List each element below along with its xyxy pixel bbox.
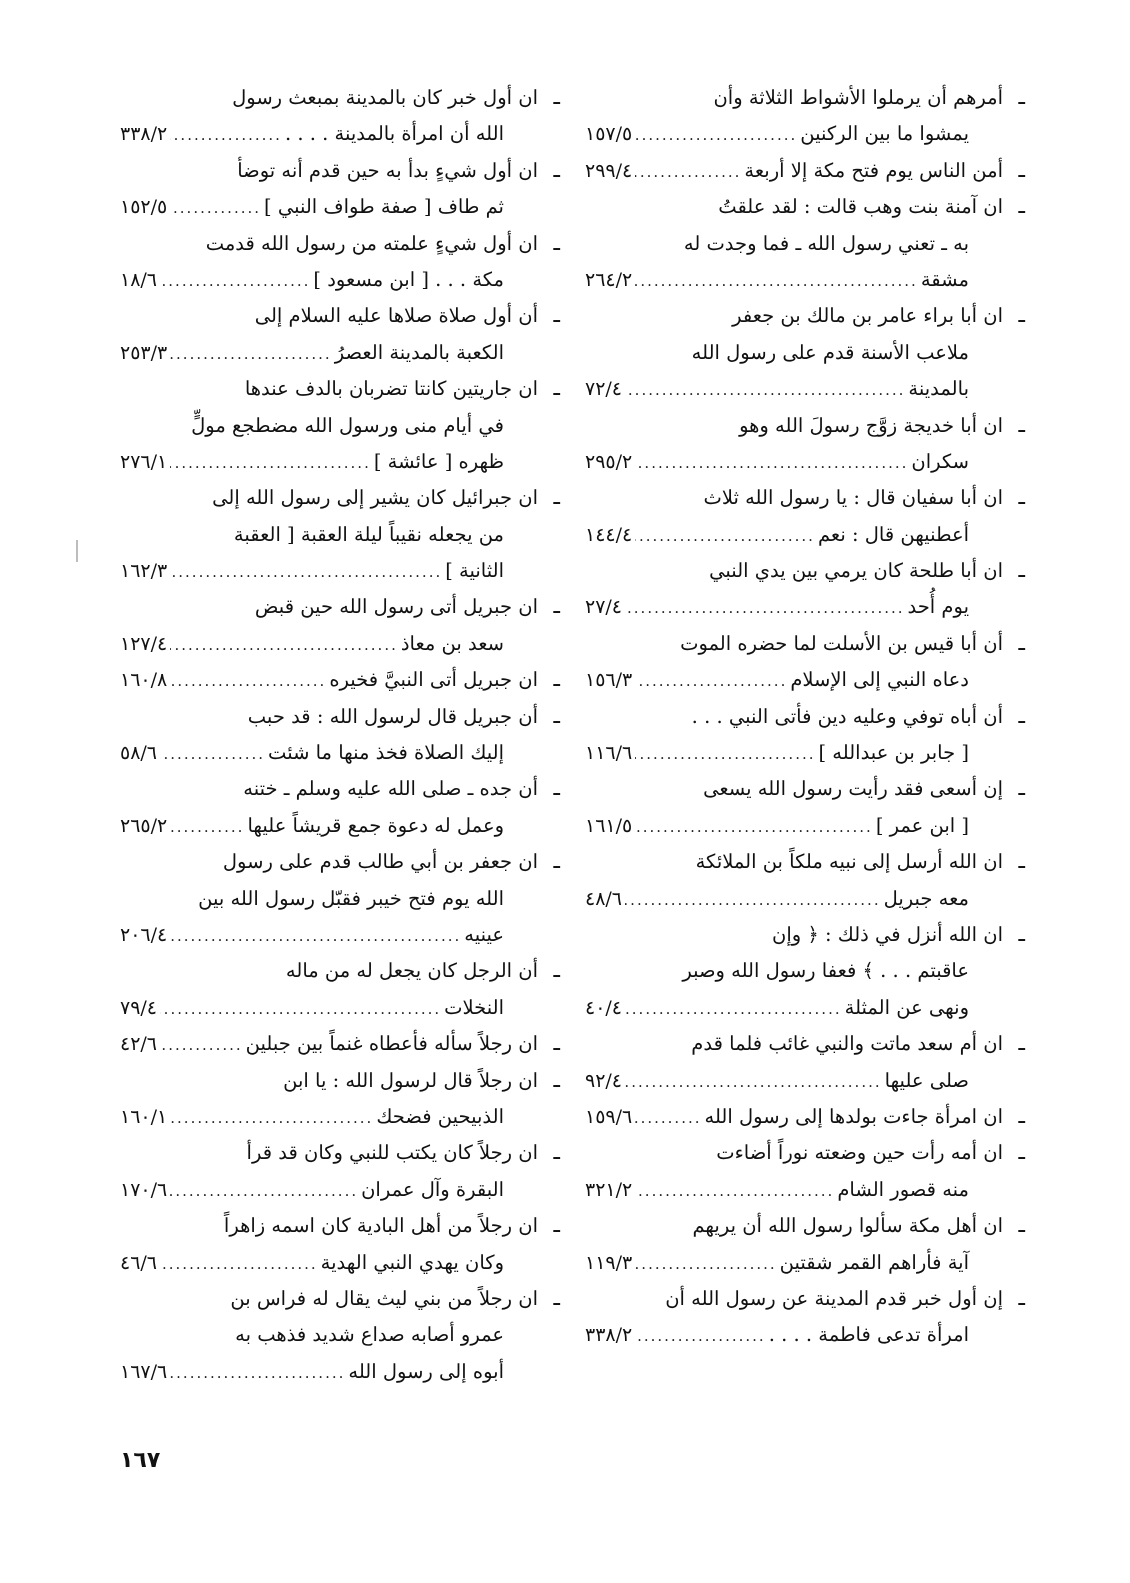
- entry-line: [585, 80, 1003, 116]
- entry-line: [120, 1172, 538, 1208]
- index-entry: [585, 1099, 1025, 1135]
- entry-line: [120, 1099, 538, 1135]
- entry-dash: ـ: [1018, 630, 1025, 656]
- entry-text: أمرهم أن يرملوا الأشواط الثلاثة وأن: [713, 86, 1003, 109]
- entry-reference: ٧٢/٤: [585, 378, 623, 401]
- entry-dash: ـ: [553, 376, 560, 402]
- entry-reference: ١٨/٦: [120, 268, 158, 291]
- index-entry: [120, 298, 560, 371]
- page-number: ١٦٧: [120, 1448, 161, 1473]
- index-entry: [120, 662, 560, 698]
- leader-dots: [170, 809, 244, 845]
- entry-text: ان جبرائيل كان يشير إلى رسول الله إلى: [212, 486, 538, 510]
- scan-mark: [76, 540, 78, 562]
- index-entry: [120, 1135, 560, 1208]
- entry-line: [120, 553, 538, 589]
- index-entry: [585, 699, 1025, 772]
- leader-dots: [635, 445, 908, 481]
- entry-line: [585, 626, 1003, 662]
- leader-dots: [635, 154, 741, 190]
- entry-dash: ـ: [1018, 85, 1025, 110]
- index-entry: [120, 226, 560, 299]
- entry-line: [120, 699, 538, 735]
- index-entry: [585, 626, 1025, 699]
- entry-text: ان أبا براء عامر بن مالك بن جعفر: [732, 304, 1003, 328]
- entry-line: [585, 917, 1003, 953]
- entry-reference: ١١٩/٣: [585, 1251, 633, 1274]
- leader-dots: [625, 882, 881, 918]
- entry-text: ان الله أنزل في ذلك : ﴿ وإن: [772, 922, 1003, 946]
- left-column: [120, 80, 560, 1390]
- entry-text: إن أسعى فقد رأيت رسول الله يسعى: [703, 777, 1003, 801]
- entry-line: [120, 262, 538, 298]
- index-entry: [120, 699, 560, 772]
- leader-dots: [170, 336, 331, 372]
- leader-dots: [635, 1173, 834, 1209]
- entry-text: ان آمنة بنت وهب قالت : لقد علقتُ: [718, 195, 1003, 219]
- entry-line: [120, 917, 538, 953]
- entry-reference: ٢٦٥/٢: [120, 814, 168, 837]
- entry-line: [120, 808, 538, 844]
- entry-dash: ـ: [553, 485, 560, 511]
- index-entry: [120, 480, 560, 589]
- index-entry: [120, 844, 560, 953]
- entry-line: [585, 1099, 1003, 1135]
- entry-line: [120, 153, 538, 189]
- index-entry: [585, 1026, 1025, 1099]
- entry-text: يوم أُحد: [907, 595, 969, 619]
- entry-line: [585, 553, 1003, 589]
- entry-text: في أيام منى ورسول الله مضطجع مولٍّ: [191, 413, 504, 437]
- entry-dash: ـ: [553, 594, 560, 620]
- entry-reference: ١٦٠/١: [120, 1105, 168, 1128]
- entry-text: بالمدينة: [908, 377, 969, 401]
- entry-dash: ـ: [1018, 1103, 1025, 1129]
- entry-text: ونهى عن المثلة: [844, 995, 969, 1019]
- index-entry: [585, 408, 1025, 481]
- leader-dots: [635, 736, 815, 772]
- entry-line: [120, 189, 538, 225]
- entry-reference: ٧٩/٤: [120, 996, 158, 1019]
- entry-dash: ـ: [1018, 157, 1025, 183]
- leader-dots: [170, 117, 282, 153]
- entry-text: أن الرجل كان يجعل له من ماله: [285, 959, 538, 983]
- entry-reference: ١٥٢/٥: [120, 196, 168, 219]
- index-entry: [120, 953, 560, 1026]
- entry-reference: ٢٦٤/٢: [585, 268, 633, 291]
- index-entry: [585, 1135, 1025, 1208]
- leader-dots: [635, 809, 873, 845]
- entry-dash: ـ: [553, 1213, 560, 1239]
- entry-text: ان جبريل أتى النبيَّ فخيره: [329, 668, 538, 692]
- entry-text: سكران: [911, 449, 969, 473]
- leader-dots: [160, 1027, 243, 1063]
- entry-reference: ١٦١/٥: [585, 814, 633, 837]
- entry-reference: ١٦٧/٦: [120, 1360, 168, 1383]
- entry-dash: ـ: [1018, 1213, 1025, 1239]
- entry-line: [585, 408, 1003, 444]
- entry-line: [120, 517, 538, 553]
- entry-reference: ٢٩٥/٢: [585, 450, 633, 473]
- entry-text: ان أهل مكة سألوا رسول الله أن يريهم: [692, 1214, 1003, 1238]
- entry-reference: ٢٩٩/٤: [585, 159, 633, 182]
- entry-line: [585, 844, 1003, 880]
- leader-dots: [635, 1100, 701, 1136]
- entry-line: [585, 953, 1003, 989]
- entry-reference: ٣٢١/٢: [585, 1178, 633, 1201]
- entry-text: وكان يهدي النبي الهدية: [320, 1250, 504, 1274]
- entry-dash: ـ: [553, 230, 560, 256]
- entry-text: ملاعب الأسنة قدم على رسول الله: [691, 340, 969, 364]
- entry-text: ان أول شيءٍ بدأ به حين قدم أنه توضأ: [237, 158, 538, 182]
- entry-text: الكعبة بالمدينة العصرُ: [334, 340, 504, 364]
- entry-text: ان أول شيءٍ علمته من رسول الله قدمت: [205, 231, 538, 255]
- entry-text: عمرو أصابه صداع شديد فذهب به: [235, 1323, 504, 1347]
- entry-reference: ١١٦/٦: [585, 742, 633, 765]
- entry-line: [120, 371, 538, 407]
- entry-line: [585, 990, 1003, 1026]
- entry-text: ان الله أرسل إلى نبيه ملكاً بن الملائكة: [695, 850, 1003, 874]
- entry-text: ان أمه رأت حين وضعته نوراً أضاءت: [716, 1141, 1003, 1165]
- entry-line: [120, 480, 538, 516]
- entry-line: [120, 771, 538, 807]
- entry-dash: ـ: [553, 849, 560, 875]
- entry-line: [585, 226, 1003, 262]
- entry-text: معه جبريل: [883, 886, 969, 910]
- index-entry: [120, 1063, 560, 1136]
- entry-text: أن جده ـ صلى الله عليه وسلم ـ ختنه: [243, 777, 538, 801]
- entry-dash: ـ: [1018, 194, 1025, 220]
- index-entry: [585, 1208, 1025, 1281]
- entry-text: عينيه: [464, 922, 504, 946]
- entry-line: [120, 844, 538, 880]
- entry-text: ان أبا خديجة زوَّج رسولَ الله وهو: [739, 413, 1003, 437]
- entry-text: ان رجلاً كان يكتب للنبي وكان قد قرأ: [246, 1141, 538, 1165]
- entry-reference: ٤٨/٦: [585, 887, 623, 910]
- entry-line: [120, 1026, 538, 1062]
- entry-text: إليك الصلاة فخذ منها ما شئت: [268, 741, 504, 765]
- entry-dash: ـ: [1018, 1031, 1025, 1057]
- entry-line: [585, 1063, 1003, 1099]
- entry-reference: ٢٧/٤: [585, 596, 623, 619]
- entry-line: [120, 335, 538, 371]
- entry-text: صلى عليها: [884, 1068, 969, 1092]
- entry-text: ان امرأة جاءت بولدها إلى رسول الله: [704, 1104, 1003, 1128]
- entry-reference: ١٥٧/٥: [585, 123, 633, 146]
- entry-text: ظهره [ عائشة ]: [373, 449, 504, 473]
- entry-text: أمن الناس يوم فتح مكة إلا أربعة: [744, 158, 1003, 182]
- entry-line: [585, 153, 1003, 189]
- leader-dots: [160, 991, 441, 1027]
- entry-text: ان أول خبر كان بالمدينة بمبعث رسول: [232, 86, 538, 109]
- entry-text: ان رجلاً قال لرسول الله : يا ابن: [283, 1068, 538, 1092]
- entry-dash: ـ: [553, 85, 560, 110]
- entry-dash: ـ: [553, 1031, 560, 1057]
- entry-reference: ٣٣٨/٢: [120, 123, 168, 146]
- leader-dots: [160, 263, 310, 299]
- right-column: [585, 80, 1025, 1354]
- entry-line: [120, 881, 538, 917]
- entry-reference: ١٧٠/٦: [120, 1178, 168, 1201]
- entry-text: أن أول صلاة صلاها عليه السلام إلى: [254, 304, 538, 328]
- entry-text: يمشوا ما بين الركنين: [800, 122, 969, 146]
- entry-line: [585, 881, 1003, 917]
- index-entry: [120, 771, 560, 844]
- entry-text: الله يوم فتح خيبر فقبّل رسول الله بين: [198, 886, 504, 910]
- entry-reference: ٩٢/٤: [585, 1069, 623, 1092]
- entry-text: عاقبتم . . . ﴾ فعفا رسول الله وصبر: [682, 959, 969, 983]
- entry-reference: ١٦٢/٣: [120, 560, 168, 583]
- index-entry: [120, 80, 560, 153]
- leader-dots: [170, 627, 398, 663]
- entry-text: الله أن امرأة بالمدينة . . . .: [284, 122, 504, 146]
- entry-text: ان جعفر بن أبي طالب قدم على رسول: [222, 850, 538, 874]
- entry-line: [120, 444, 538, 480]
- entry-dash: ـ: [1018, 849, 1025, 875]
- index-entry: [585, 844, 1025, 917]
- entry-reference: ٥٨/٦: [120, 742, 158, 765]
- index-entry: [585, 1281, 1025, 1354]
- leader-dots: [625, 372, 905, 408]
- entry-text: أن جبريل قال لرسول الله : قد حبب: [247, 704, 538, 728]
- entry-line: [120, 1135, 538, 1171]
- entry-line: [585, 1317, 1003, 1353]
- entry-text: ان رجلاً سأله فأعطاه غنماً بين جبلين: [245, 1032, 538, 1056]
- entry-reference: ٤٦/٦: [120, 1251, 158, 1274]
- entry-text: ان رجلاً من أهل البادية كان اسمه زاهراً: [223, 1214, 538, 1238]
- entry-text: [ ابن عمر ]: [875, 813, 969, 837]
- entry-dash: ـ: [1018, 412, 1025, 438]
- entry-line: [585, 1208, 1003, 1244]
- entry-line: [585, 699, 1003, 735]
- entry-dash: ـ: [1018, 1140, 1025, 1166]
- index-entry: [585, 153, 1025, 189]
- entry-line: [120, 990, 538, 1026]
- entry-text: دعاه النبي إلى الإسلام: [790, 668, 969, 692]
- leader-dots: [170, 445, 371, 481]
- entry-line: [120, 1354, 538, 1390]
- entry-text: به ـ تعني رسول الله ـ فما وجدت له: [683, 231, 969, 255]
- leader-dots: [635, 263, 918, 299]
- entry-text: مشقة: [920, 267, 969, 291]
- index-entry: [120, 153, 560, 226]
- entry-text: [ جابر بن عبدالله ]: [818, 741, 969, 765]
- entry-line: [585, 444, 1003, 480]
- entry-text: امرأة تدعى فاطمة . . . .: [768, 1323, 969, 1347]
- entry-dash: ـ: [553, 703, 560, 729]
- entry-text: النخلات: [444, 995, 504, 1019]
- leader-dots: [625, 590, 904, 626]
- entry-text: من يجعله نقيباً ليلة العقبة [ العقبة: [233, 522, 504, 546]
- entry-text: إن أول خبر قدم المدينة عن رسول الله أن: [665, 1286, 1003, 1310]
- index-entry: [585, 480, 1025, 553]
- entry-line: [120, 1317, 538, 1353]
- entry-line: [585, 589, 1003, 625]
- entry-line: [585, 735, 1003, 771]
- leader-dots: [170, 1100, 373, 1136]
- leader-dots: [160, 736, 265, 772]
- entry-dash: ـ: [553, 157, 560, 183]
- entry-dash: ـ: [553, 1140, 560, 1166]
- entry-text: ان أبا طلحة كان يرمي بين يدي النبي: [709, 559, 1003, 583]
- entry-line: [120, 1208, 538, 1244]
- entry-text: ان أبا سفيان قال : يا رسول الله ثلاث: [703, 486, 1003, 510]
- index-entry: [120, 1281, 560, 1390]
- entry-line: [585, 1245, 1003, 1281]
- entry-dash: ـ: [553, 1067, 560, 1093]
- entry-reference: ١٦٠/٨: [120, 669, 168, 692]
- index-entry: [120, 1208, 560, 1281]
- entry-line: [120, 298, 538, 334]
- entry-text: الذبيحين فضحك: [376, 1104, 504, 1128]
- entry-reference: ٢٠٦/٤: [120, 923, 168, 946]
- leader-dots: [170, 663, 326, 699]
- entry-text: الثانية ]: [445, 559, 504, 583]
- entry-line: [120, 589, 538, 625]
- entry-line: [120, 1245, 538, 1281]
- entry-line: [120, 1063, 538, 1099]
- entry-dash: ـ: [1018, 1285, 1025, 1311]
- leader-dots: [625, 1064, 882, 1100]
- entry-text: ان أم سعد ماتت والنبي غائب فلما قدم: [691, 1032, 1003, 1056]
- entry-text: منه قصور الشام: [837, 1177, 969, 1201]
- entry-dash: ـ: [1018, 776, 1025, 802]
- entry-reference: ٣٣٨/٢: [585, 1324, 633, 1347]
- entry-line: [120, 226, 538, 262]
- leader-dots: [635, 117, 797, 153]
- entry-line: [585, 1026, 1003, 1062]
- index-entry: [585, 917, 1025, 1026]
- leader-dots: [170, 1355, 345, 1391]
- entry-line: [585, 808, 1003, 844]
- index-entry: [585, 771, 1025, 844]
- leader-dots: [170, 918, 461, 954]
- entry-line: [585, 771, 1003, 807]
- entry-reference: ١٢٧/٤: [120, 632, 168, 655]
- entry-line: [585, 116, 1003, 152]
- entry-line: [585, 335, 1003, 371]
- entry-dash: ـ: [1018, 485, 1025, 511]
- index-entry: [585, 189, 1025, 298]
- entry-reference: ١٤٤/٤: [585, 523, 633, 546]
- entry-reference: ١٥٦/٣: [585, 669, 633, 692]
- entry-line: [585, 189, 1003, 225]
- index-entry: [585, 553, 1025, 626]
- entry-dash: ـ: [553, 667, 560, 693]
- entry-text: ان جبريل أتى رسول الله حين قبض: [254, 595, 538, 619]
- entry-reference: ٤٢/٦: [120, 1033, 158, 1056]
- entry-text: ان جاريتين كانتا تضربان بالدف عندها: [244, 377, 538, 401]
- entry-line: [120, 953, 538, 989]
- entry-line: [585, 298, 1003, 334]
- entry-line: [120, 80, 538, 116]
- entry-reference: ٢٥٣/٣: [120, 341, 168, 364]
- entry-line: [585, 517, 1003, 553]
- entry-text: ان رجلاً من بني ليث يقال له فراس بن: [230, 1286, 538, 1310]
- entry-reference: ٢٧٦/١: [120, 450, 168, 473]
- entry-dash: ـ: [1018, 558, 1025, 584]
- leader-dots: [635, 1318, 765, 1354]
- index-entry: [120, 371, 560, 480]
- entry-dash: ـ: [553, 1285, 560, 1311]
- entry-line: [585, 480, 1003, 516]
- entry-dash: ـ: [553, 958, 560, 984]
- index-entry: [585, 80, 1025, 153]
- entry-line: [120, 116, 538, 152]
- entry-dash: ـ: [1018, 703, 1025, 729]
- entry-line: [120, 626, 538, 662]
- entry-text: وعمل له دعوة جمع قريشاً عليها: [247, 813, 504, 837]
- entry-line: [585, 1172, 1003, 1208]
- leader-dots: [170, 1173, 358, 1209]
- entry-text: أعطنيهن قال : نعم: [817, 522, 969, 546]
- leader-dots: [170, 190, 261, 226]
- leader-dots: [170, 554, 442, 590]
- entry-line: [585, 262, 1003, 298]
- entry-line: [585, 371, 1003, 407]
- entry-dash: ـ: [553, 776, 560, 802]
- entry-text: البقرة وآل عمران: [361, 1177, 504, 1201]
- entry-reference: ٤٠/٤: [585, 996, 623, 1019]
- leader-dots: [625, 991, 842, 1027]
- entry-text: أبوه إلى رسول الله: [348, 1359, 504, 1383]
- entry-line: [585, 662, 1003, 698]
- entry-line: [585, 1135, 1003, 1171]
- entry-dash: ـ: [553, 303, 560, 329]
- leader-dots: [635, 518, 815, 554]
- entry-text: سعد بن معاذ: [400, 631, 504, 655]
- entry-dash: ـ: [1018, 921, 1025, 947]
- entry-text: أن أبا قيس بن الأسلت لما حضره الموت: [680, 631, 1003, 655]
- entry-text: آية فأراهم القمر شقتين: [779, 1250, 969, 1274]
- entry-line: [120, 735, 538, 771]
- entry-line: [120, 408, 538, 444]
- entry-dash: ـ: [1018, 303, 1025, 329]
- entry-text: أن أباه توفي وعليه دين فأتى النبي . . .: [691, 704, 1003, 728]
- index-entry: [120, 1026, 560, 1062]
- entry-line: [120, 662, 538, 698]
- entry-text: مكة . . . [ ابن مسعود ]: [313, 267, 504, 291]
- entry-line: [120, 1281, 538, 1317]
- leader-dots: [635, 663, 787, 699]
- entry-line: [585, 1281, 1003, 1317]
- entry-text: ثم طاف [ صفة طواف النبي ]: [264, 195, 504, 219]
- entry-reference: ١٥٩/٦: [585, 1105, 633, 1128]
- index-entry: [120, 589, 560, 662]
- leader-dots: [635, 1246, 776, 1282]
- leader-dots: [160, 1246, 318, 1282]
- index-entry: [585, 298, 1025, 407]
